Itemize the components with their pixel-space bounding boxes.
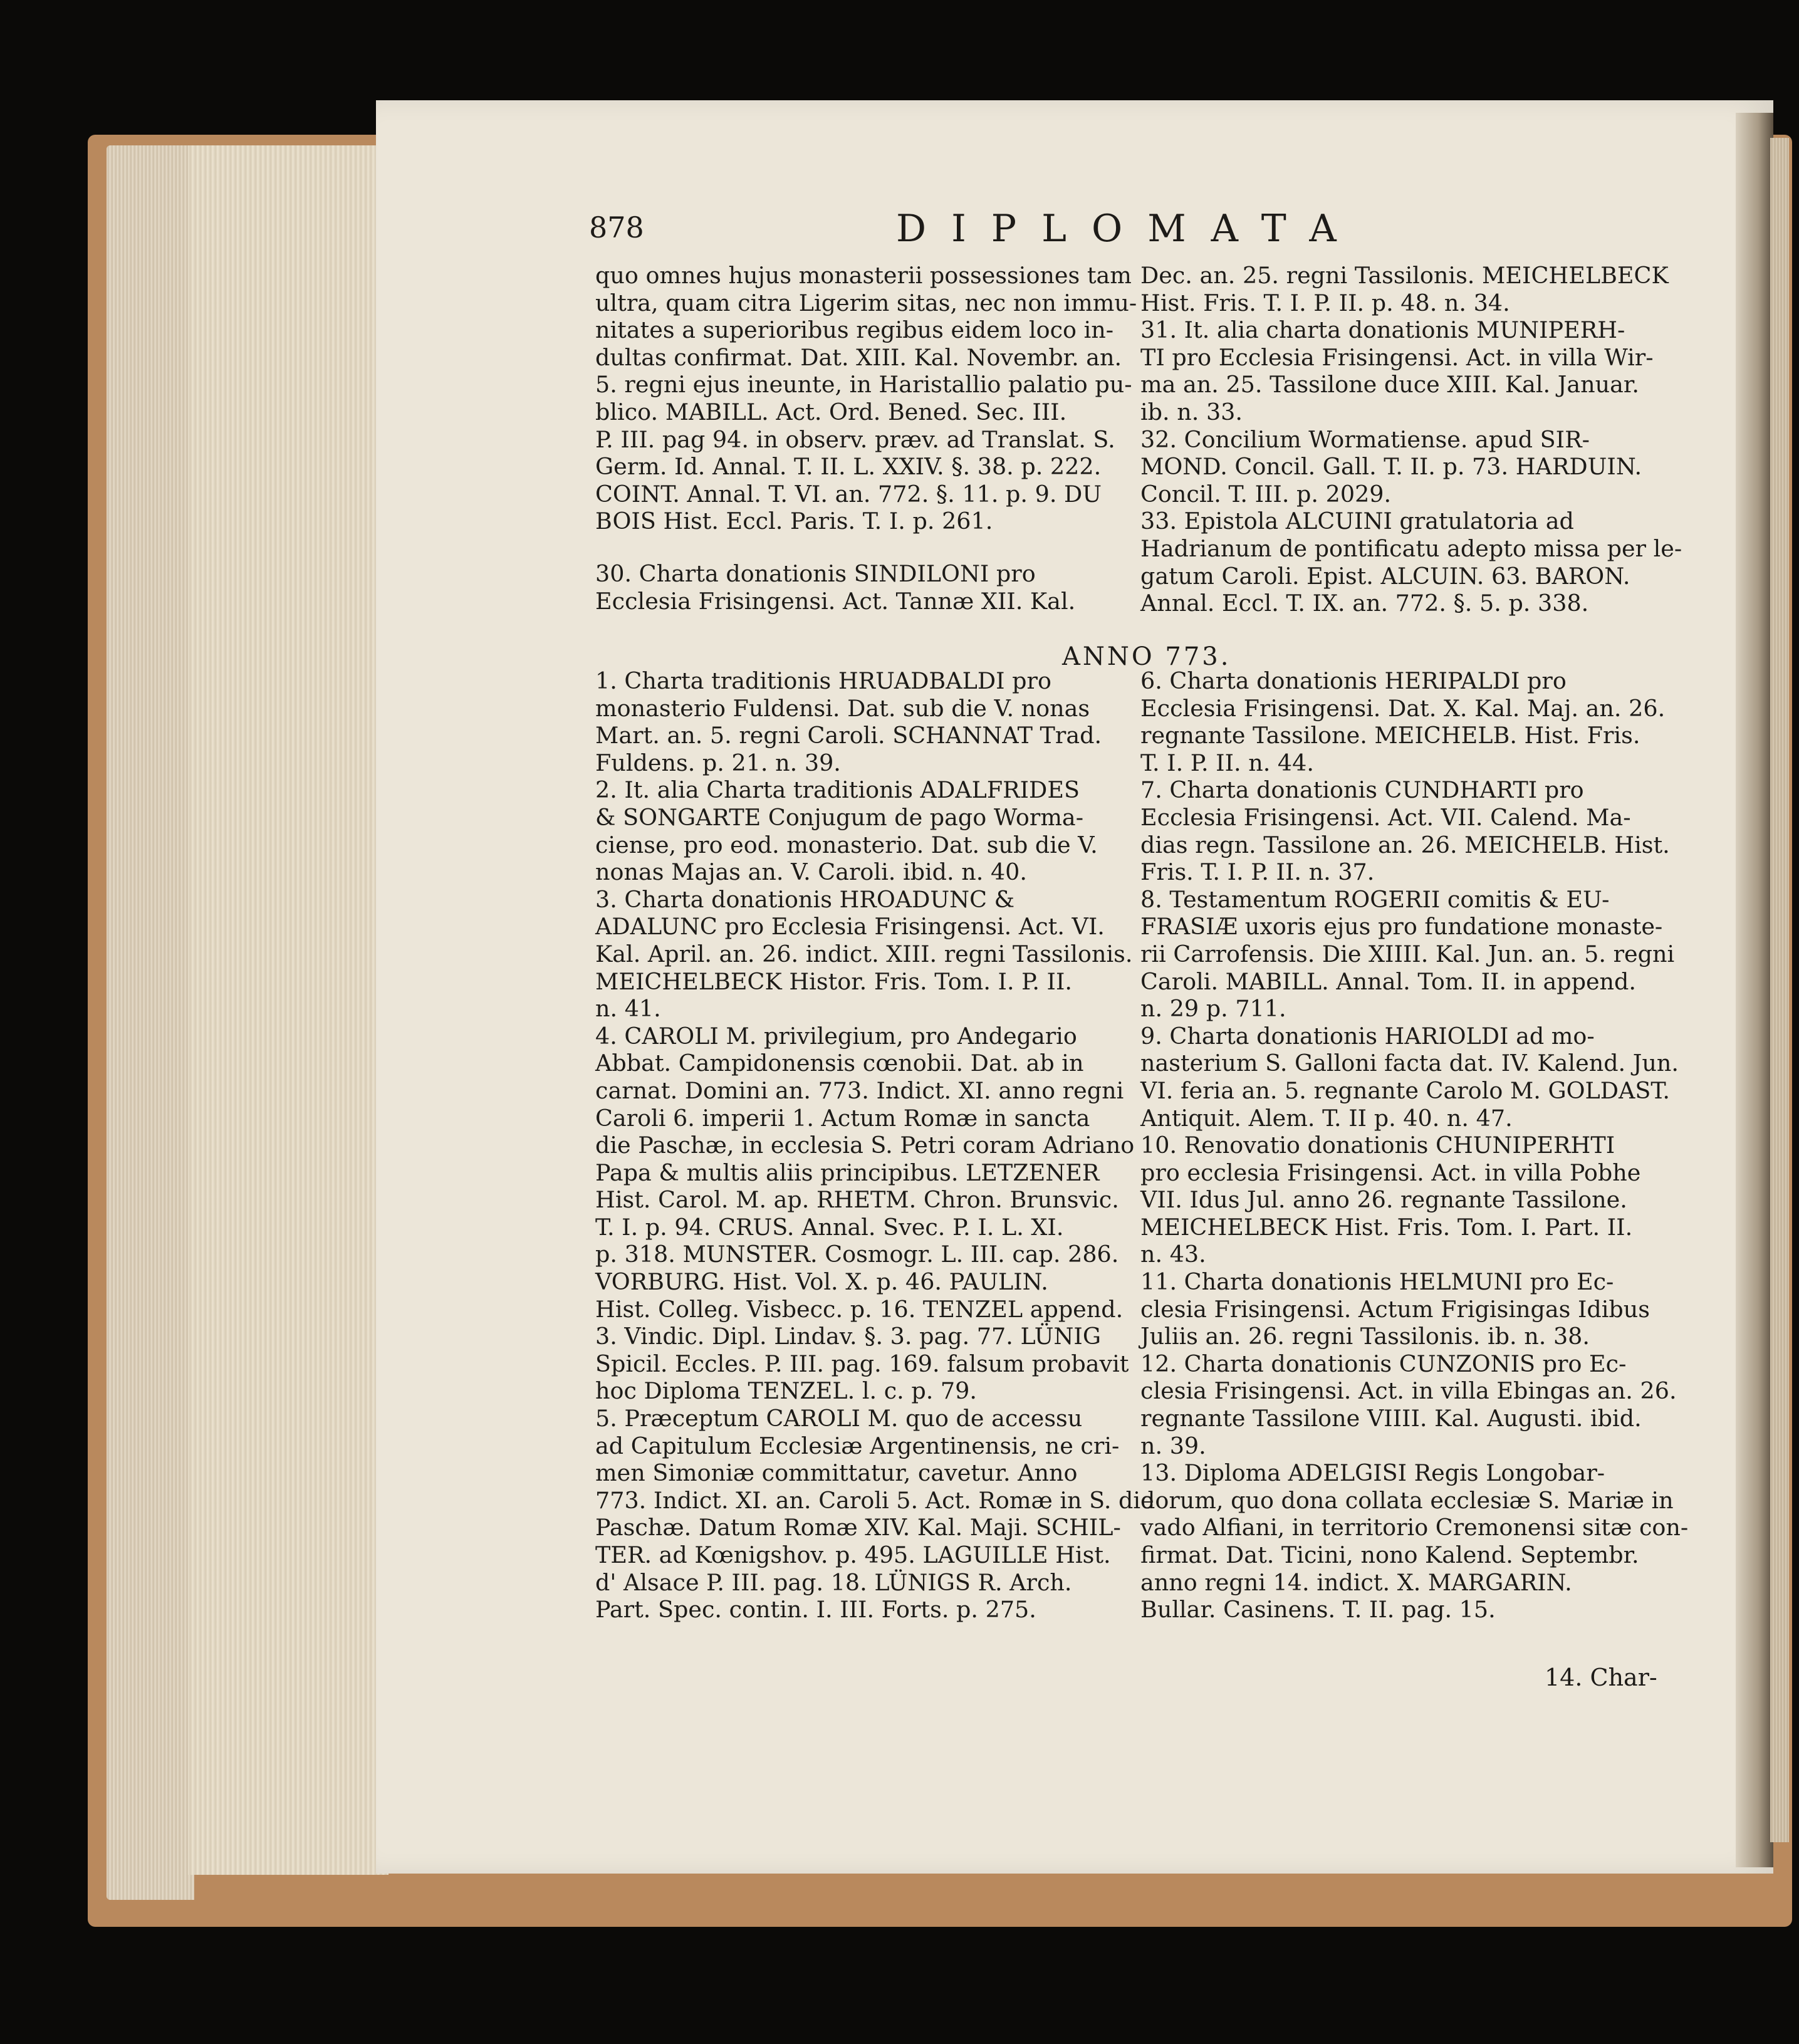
text-line: 13. Diploma ADELGISI Regis Longobar- xyxy=(1140,1459,1605,1487)
text-line: Bullar. Casinens. T. II. pag. 15. xyxy=(1140,1596,1496,1624)
text-line: 773. Indict. XI. an. Caroli 5. Act. Romæ in S. die xyxy=(595,1486,1154,1514)
text-line: pro ecclesia Frisingensi. Act. in villa Pobhe xyxy=(1140,1159,1641,1186)
text-line: ADALUNC pro Ecclesia Frisingensi. Act. VI. xyxy=(595,913,1105,941)
text-line: Abbat. Campidonensis cœnobii. Dat. ab in xyxy=(595,1050,1084,1077)
text-line: regnante Tassilone. MEICHELB. Hist. Fris. xyxy=(1140,722,1640,749)
text-line: Ecclesia Frisingensi. Act. Tannæ XII. Kal. xyxy=(595,587,1076,615)
text-line: 2. It. alia Charta traditionis ADALFRIDES xyxy=(595,776,1080,804)
column-bottom-left xyxy=(595,667,1154,1624)
text-line: 31. It. alia charta donationis MUNIPERH- xyxy=(1140,316,1625,344)
text-line: dultas confirmat. Dat. XIII. Kal. Novembr. an. xyxy=(595,343,1122,371)
text-line: 11. Charta donationis HELMUNI pro Ec- xyxy=(1140,1268,1614,1296)
text-line: Hist. Colleg. Visbecc. p. 16. TENZEL append. xyxy=(595,1295,1124,1323)
text-line: BOIS Hist. Eccl. Paris. T. I. p. 261. xyxy=(595,508,993,535)
text-line: ultra, quam citra Ligerim sitas, nec non immu- xyxy=(595,289,1137,316)
text-line: P. III. pag 94. in observ. præv. ad Translat. S. xyxy=(595,425,1115,453)
text-line: TI pro Ecclesia Frisingensi. Act. in villa Wir- xyxy=(1140,343,1654,371)
text-line: nasterium S. Galloni facta dat. IV. Kalend. Jun. xyxy=(1140,1050,1679,1077)
text-line: ciense, pro eod. monasterio. Dat. sub die V. xyxy=(595,831,1098,858)
text-line: Spicil. Eccles. P. III. pag. 169. falsum probavit xyxy=(595,1350,1129,1377)
text-line: Part. Spec. contin. I. III. Forts. p. 275. xyxy=(595,1596,1036,1624)
text-line: p. 318. MUNSTER. Cosmogr. L. III. cap. 286. xyxy=(595,1241,1119,1268)
text-line: Ecclesia Frisingensi. Dat. X. Kal. Maj. an. 26. xyxy=(1140,694,1666,722)
text-line: n. 43. xyxy=(1140,1241,1206,1268)
text-line: clesia Frisingensi. Actum Frigisingas Idibus xyxy=(1140,1295,1650,1323)
text-line: T. I. P. II. n. 44. xyxy=(1140,749,1314,776)
text-line: vado Alfiani, in territorio Cremonensi sitæ con- xyxy=(1140,1514,1689,1541)
text-line: Ecclesia Frisingensi. Act. VII. Calend. Ma- xyxy=(1140,803,1631,831)
text-line: gatum Caroli. Epist. ALCUIN. 63. BARON. xyxy=(1140,562,1630,590)
text-line: FRASIÆ uxoris ejus pro fundatione monaste- xyxy=(1140,913,1663,941)
text-line: carnat. Domini an. 773. Indict. XI. anno regni xyxy=(595,1077,1124,1104)
text-line: nitates a superioribus regibus eidem loco in- xyxy=(595,316,1114,344)
text-line: monasterio Fuldensi. Dat. sub die V. nonas xyxy=(595,694,1090,722)
year-heading: ANNO 773. xyxy=(1062,642,1231,671)
text-line: Hist. Carol. M. ap. RHETM. Chron. Brunsvic. xyxy=(595,1186,1119,1214)
text-line: Fris. T. I. P. II. n. 37. xyxy=(1140,858,1375,886)
text-line: 6. Charta donationis HERIPALDI pro xyxy=(1140,667,1567,694)
text-line: n. 29 p. 711. xyxy=(1140,995,1286,1023)
text-line: firmat. Dat. Ticini, nono Kalend. Septembr. xyxy=(1140,1541,1639,1568)
text-line: hoc Diploma TENZEL. l. c. p. 79. xyxy=(595,1377,977,1405)
text-line: 5. Præceptum CAROLI M. quo de accessu xyxy=(595,1405,1083,1432)
catchword: 14. Char- xyxy=(1545,1664,1657,1691)
page-number: 878 xyxy=(589,211,644,244)
text-line: 30. Charta donationis SINDILONI pro xyxy=(595,560,1036,587)
text-line: MEICHELBECK Histor. Fris. Tom. I. P. II. xyxy=(595,967,1072,995)
text-line: 33. Epistola ALCUINI gratulatoria ad xyxy=(1140,508,1574,535)
text-line: Annal. Eccl. T. IX. an. 772. §. 5. p. 338. xyxy=(1140,590,1589,617)
text-line: Papa & multis aliis principibus. LETZENER xyxy=(595,1159,1100,1186)
text-line: regnante Tassilone VIIII. Kal. Augusti. ibid. xyxy=(1140,1405,1642,1432)
text-line: 7. Charta donationis CUNDHARTI pro xyxy=(1140,776,1584,804)
text-line: Juliis an. 26. regni Tassilonis. ib. n. 38. xyxy=(1140,1323,1590,1350)
text-line: VI. feria an. 5. regnante Carolo M. GOLDAST. xyxy=(1140,1077,1671,1104)
text-line: anno regni 14. indict. X. MARGARIN. xyxy=(1140,1568,1572,1596)
text-line: & SONGARTE Conjugum de pago Worma- xyxy=(595,803,1084,831)
column-top-left xyxy=(595,262,1137,615)
text-line: ad Capitulum Ecclesiæ Argentinensis, ne cri- xyxy=(595,1432,1120,1459)
text-line: 3. Charta donationis HROADUNC & xyxy=(595,885,1015,913)
text-line: men Simoniæ committatur, cavetur. Anno xyxy=(595,1459,1078,1487)
text-line: blico. MABILL. Act. Ord. Bened. Sec. III. xyxy=(595,398,1067,425)
text-line: Fuldens. p. 21. n. 39. xyxy=(595,749,841,776)
running-title: DIPLOMATA xyxy=(896,207,1362,251)
text-line xyxy=(595,535,1115,560)
text-line: 4. CAROLI M. privilegium, pro Andegario xyxy=(595,1022,1077,1050)
page-header xyxy=(589,207,1667,257)
text-line: 12. Charta donationis CUNZONIS pro Ec- xyxy=(1140,1350,1627,1377)
text-line: Dec. an. 25. regni Tassilonis. MEICHELBECK xyxy=(1140,262,1669,289)
text-line: Caroli. MABILL. Annal. Tom. II. in append. xyxy=(1140,967,1637,995)
text-line: Antiquit. Alem. T. II p. 40. n. 47. xyxy=(1140,1104,1513,1132)
text-line: 3. Vindic. Dipl. Lindav. §. 3. pag. 77. LÜNIG xyxy=(595,1323,1101,1350)
text-line: Kal. April. an. 26. indict. XIII. regni Tassilonis. xyxy=(595,940,1133,967)
text-line: MEICHELBECK Hist. Fris. Tom. I. Part. II. xyxy=(1140,1213,1633,1241)
column-bottom-right xyxy=(1140,667,1689,1624)
text-line: TER. ad Kœnigshov. p. 495. LAGUILLE Hist. xyxy=(595,1541,1111,1568)
text-line: Germ. Id. Annal. T. II. L. XXIV. §. 38. p. 222. xyxy=(595,453,1102,481)
text-line: Hadrianum de pontificatu adepto missa per le- xyxy=(1140,534,1682,562)
text-line: Caroli 6. imperii 1. Actum Romæ in sancta xyxy=(595,1104,1090,1132)
text-line: 5. regni ejus ineunte, in Haristallio palatio pu- xyxy=(595,371,1132,399)
book-gutter xyxy=(1736,113,1773,1867)
text-line: d' Alsace P. III. pag. 18. LÜNIGS R. Arch. xyxy=(595,1568,1072,1596)
text-line: Paschæ. Datum Romæ XIV. Kal. Maji. SCHIL- xyxy=(595,1514,1121,1541)
text-line: n. 41. xyxy=(595,995,661,1023)
page-edges xyxy=(107,145,194,1900)
text-line: die Paschæ, in ecclesia S. Petri coram Adriano xyxy=(595,1132,1135,1159)
text-line: Hist. Fris. T. I. P. II. p. 48. n. 34. xyxy=(1140,289,1510,316)
text-line: n. 39. xyxy=(1140,1432,1206,1459)
text-line: T. I. p. 94. CRUS. Annal. Svec. P. I. L. XI. xyxy=(595,1213,1064,1241)
text-line: VORBURG. Hist. Vol. X. p. 46. PAULIN. xyxy=(595,1268,1048,1296)
text-line: VII. Idus Jul. anno 26. regnante Tassilone. xyxy=(1140,1186,1627,1214)
text-line: rii Carrofensis. Die XIIII. Kal. Jun. an. 5. regni xyxy=(1140,940,1675,967)
text-line: ib. n. 33. xyxy=(1140,398,1243,425)
text-line: Mart. an. 5. regni Caroli. SCHANNAT Trad. xyxy=(595,722,1102,749)
page-stack xyxy=(188,145,388,1875)
facing-page-edge xyxy=(1770,138,1789,1842)
text-line: ma an. 25. Tassilone duce XIII. Kal. Januar. xyxy=(1140,371,1639,399)
text-line: quo omnes hujus monasterii possessiones tam xyxy=(595,262,1132,289)
text-line: 32. Concilium Wormatiense. apud SIR- xyxy=(1140,425,1590,453)
text-line: Concil. T. III. p. 2029. xyxy=(1140,480,1392,508)
text-line: 10. Renovatio donationis CHUNIPERHTI xyxy=(1140,1132,1615,1159)
text-line: nonas Majas an. V. Caroli. ibid. n. 40. xyxy=(595,858,1027,886)
text-line: 9. Charta donationis HARIOLDI ad mo- xyxy=(1140,1022,1595,1050)
column-top-right xyxy=(1140,262,1682,617)
text-line: dorum, quo dona collata ecclesiæ S. Mariæ in xyxy=(1140,1486,1674,1514)
text-line: COINT. Annal. T. VI. an. 772. §. 11. p. 9. DU xyxy=(595,480,1102,508)
text-line: 1. Charta traditionis HRUADBALDI pro xyxy=(595,667,1051,694)
text-line: dias regn. Tassilone an. 26. MEICHELB. Hist. xyxy=(1140,831,1670,858)
text-line: MOND. Concil. Gall. T. II. p. 73. HARDUIN. xyxy=(1140,453,1642,481)
text-line: clesia Frisingensi. Act. in villa Ebingas an. 26. xyxy=(1140,1377,1677,1405)
text-line: 8. Testamentum ROGERII comitis & EU- xyxy=(1140,885,1610,913)
